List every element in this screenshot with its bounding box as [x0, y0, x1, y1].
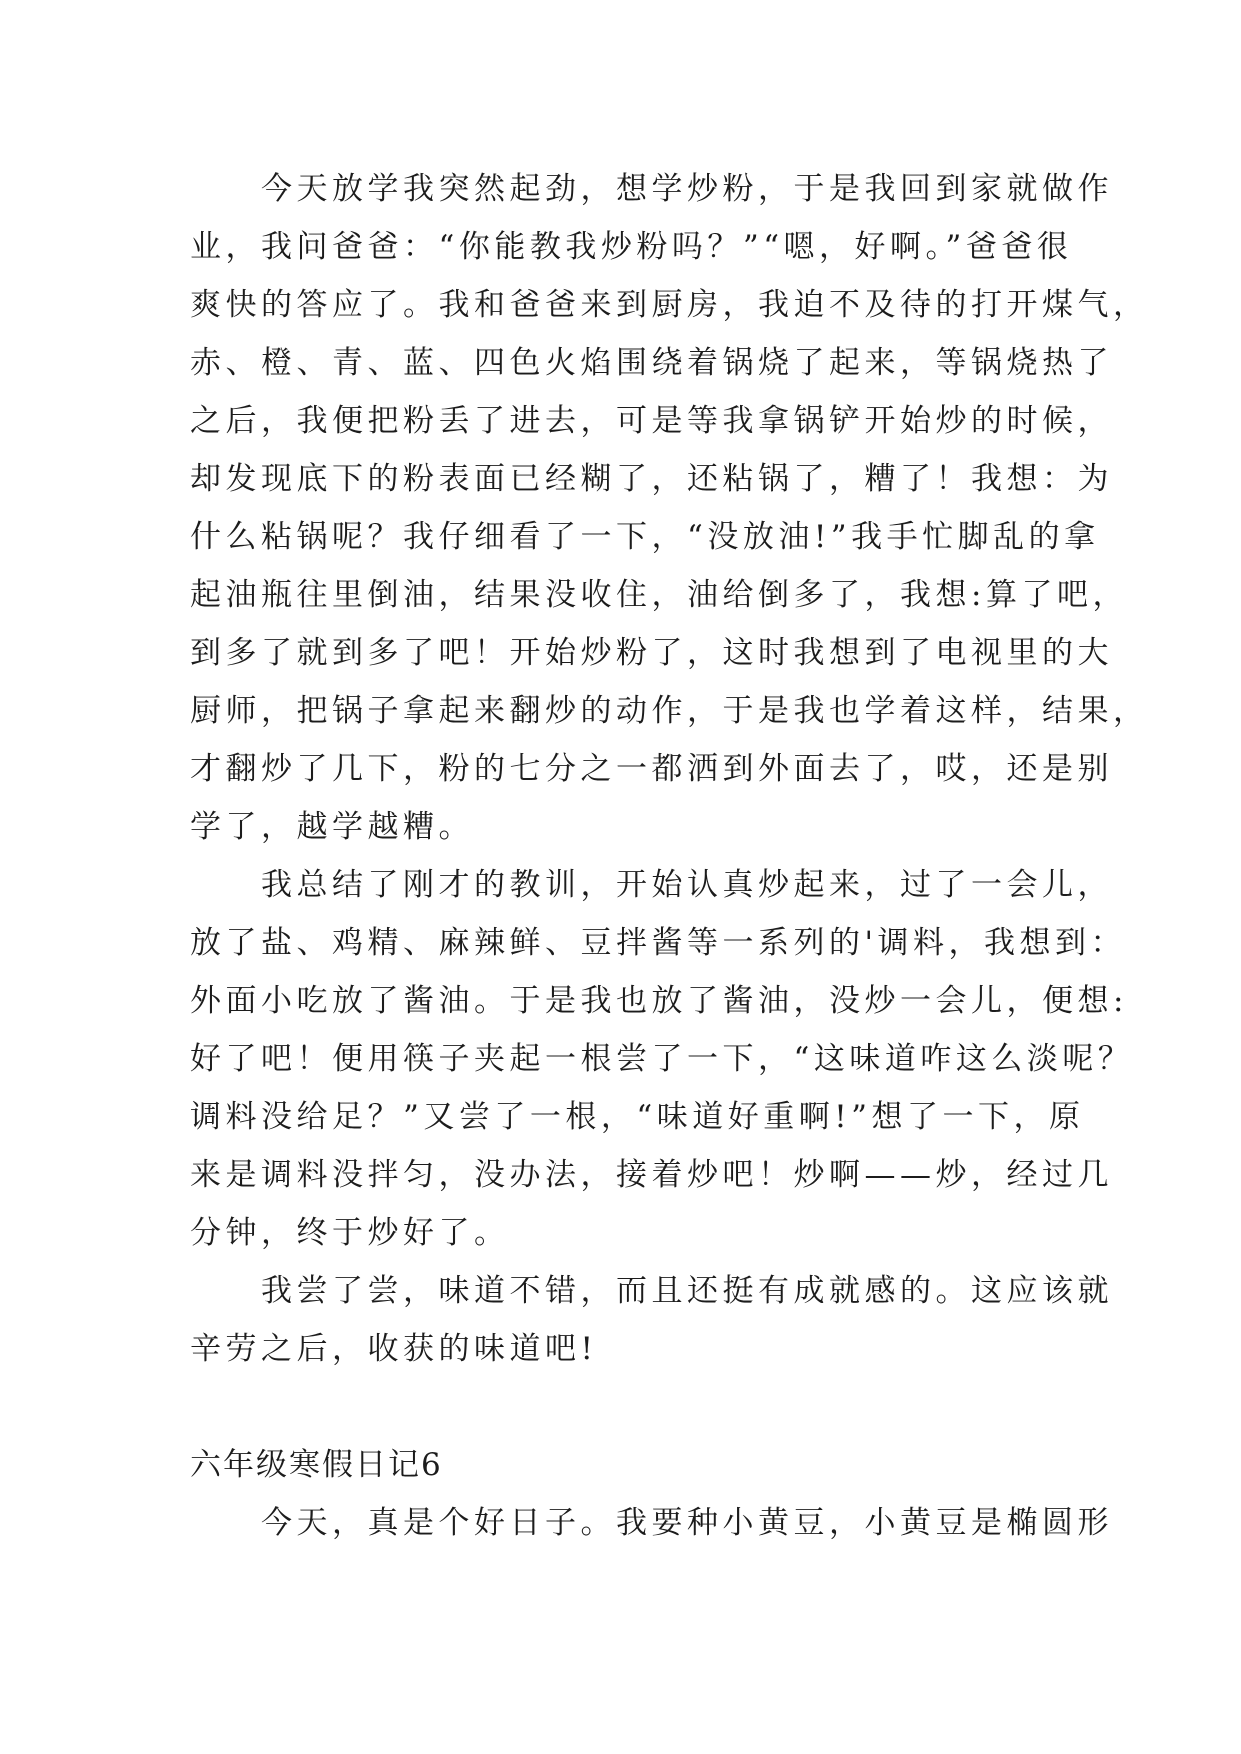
text-line: 爽快的答应了。我和爸爸来到厨房，我迫不及待的打开煤气，	[190, 287, 1149, 323]
text-line: 厨师，把锅子拿起来翻炒的动作，于是我也学着这样，结果，	[190, 693, 1149, 729]
paragraph-seasoning	[190, 856, 1134, 1262]
section-spacer	[190, 1378, 1060, 1436]
text-line: 今天放学我突然起劲，想学炒粉，于是我回到家就做作	[190, 171, 1113, 207]
text-line: 放了盐、鸡精、麻辣鲜、豆拌酱等一系列的'调料，我想到：	[190, 925, 1127, 961]
text-line: 分钟，终于炒好了。	[190, 1215, 510, 1251]
document-page	[190, 160, 1149, 1552]
text-line: 起油瓶往里倒油，结果没收住，油给倒多了，我想:算了吧，	[190, 577, 1128, 613]
diary-heading: 六年级寒假日记6	[190, 1447, 443, 1483]
text-line: 之后，我便把粉丢了进去，可是等我拿锅铲开始炒的时候，	[190, 403, 1113, 439]
text-line: 到多了就到多了吧！开始炒粉了，这时我想到了电视里的大	[190, 635, 1113, 671]
text-line: 外面小吃放了酱油。于是我也放了酱油，没炒一会儿，便想:	[190, 983, 1128, 1019]
text-line: 赤、橙、青、蓝、四色火焰围绕着锅烧了起来，等锅烧热了	[190, 345, 1113, 381]
text-line: 我尝了尝，味道不错，而且还挺有成就感的。这应该就	[190, 1273, 1113, 1309]
text-line: 今天，真是个好日子。我要种小黄豆，小黄豆是椭圆形	[190, 1505, 1113, 1541]
text-line: 我总结了刚才的教训，开始认真炒起来，过了一会儿，	[190, 867, 1113, 903]
text-line: 却发现底下的粉表面已经糊了，还粘锅了，糟了！我想：为	[190, 461, 1113, 497]
text-line: 业，我问爸爸：“你能教我炒粉吗？”“嗯，好啊。”爸爸很	[190, 229, 1073, 265]
text-line: 辛劳之后，收获的味道吧!	[190, 1331, 598, 1367]
text-line: 学了，越学越糟。	[190, 809, 474, 845]
paragraph-stir-fry-attempt	[190, 160, 1149, 856]
text-line: 来是调料没拌匀，没办法，接着炒吧！炒啊——炒，经过几	[190, 1157, 1113, 1193]
paragraph-soybeans	[190, 1494, 1113, 1552]
text-line: 才翻炒了几下，粉的七分之一都洒到外面去了，哎，还是别	[190, 751, 1113, 787]
paragraph-conclusion	[190, 1262, 1113, 1378]
text-line: 什么粘锅呢？我仔细看了一下，“没放油!”我手忙脚乱的拿	[190, 519, 1100, 555]
text-line: 调料没给足？”又尝了一根，“味道好重啊!”想了一下，原	[190, 1099, 1085, 1135]
text-line: 好了吧！便用筷子夹起一根尝了一下，“这味道咋这么淡呢？	[190, 1041, 1134, 1077]
